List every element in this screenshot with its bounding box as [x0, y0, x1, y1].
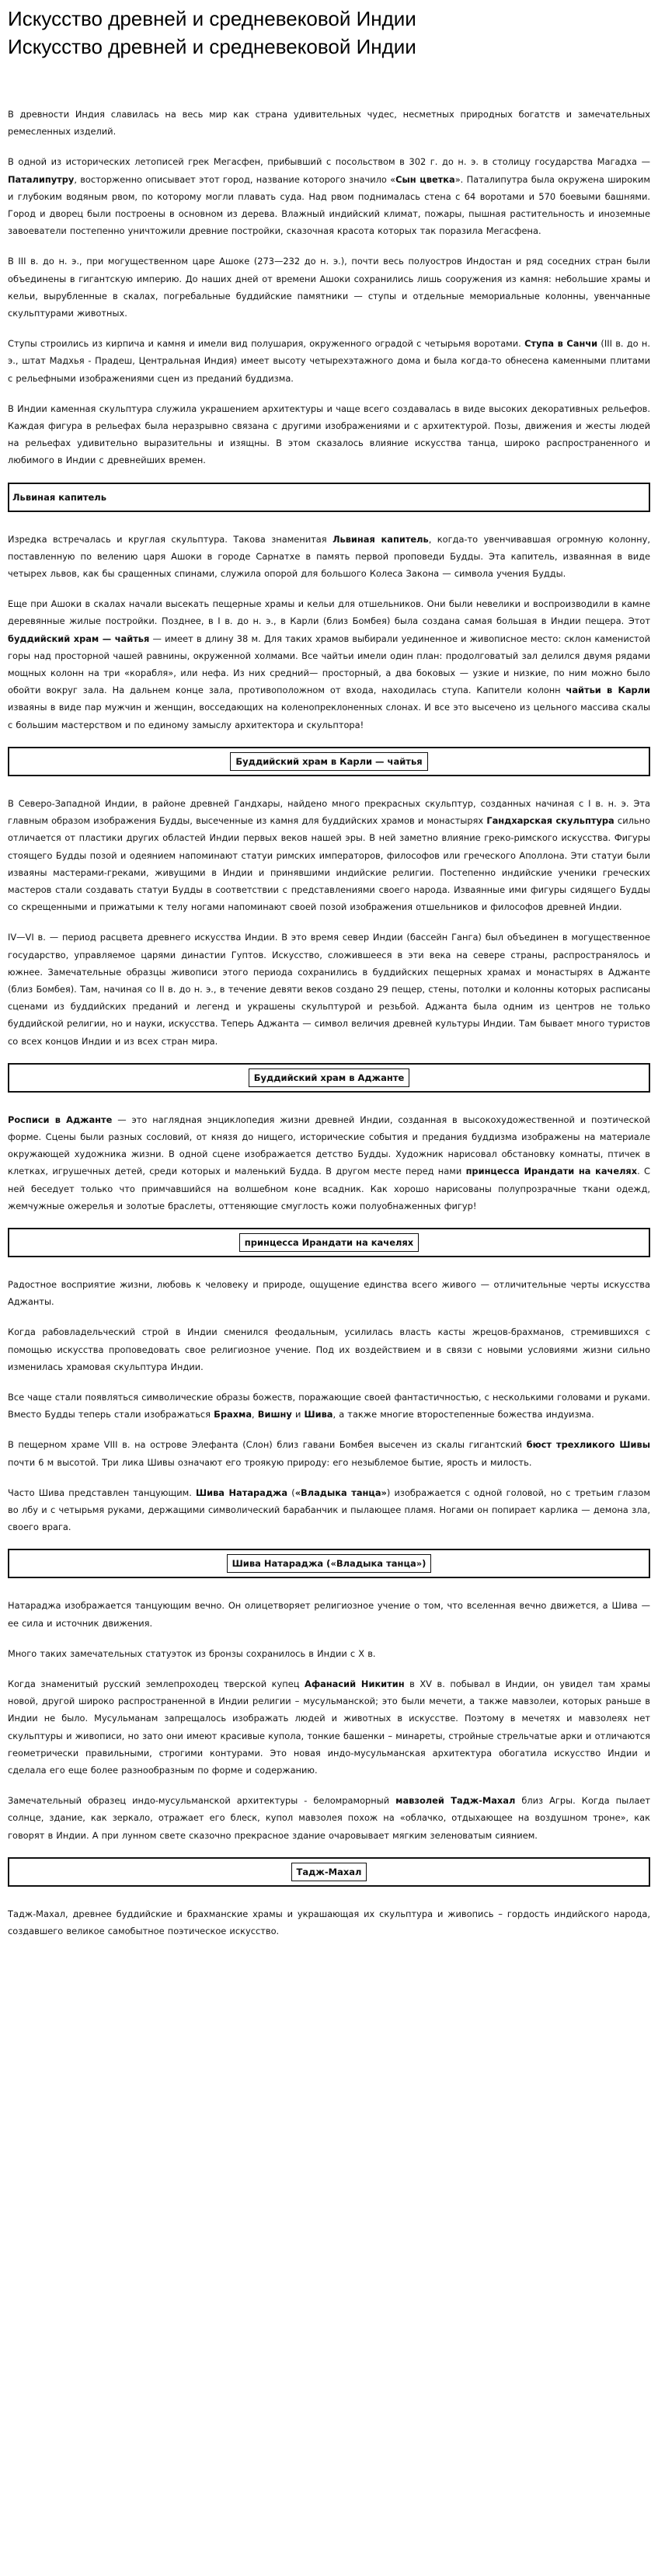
text-run: Замечательный образец индо-мусульманской архитектуры - беломраморный — [8, 1795, 396, 1807]
paragraph — [8, 253, 650, 322]
image-caption: Буддийский храм в Карли — чайтья — [230, 752, 427, 771]
text-run: В древности Индия славилась на весь мир как страна удивительных чудес, несметных природных богатств и замечательных ремесленных изделий. — [8, 109, 650, 138]
bold-term: Гандхарская скульптура — [486, 815, 614, 827]
text-run: ». Паталипутра была окружена широким и глубоким водяным рвом, по которому могли плавать суда. Над рвом поднималась стена с 64 воротами и 570 боевыми башнями. Город и дворец были построены в основном из дерева. Влажный индийский климат, пожары, пышная растительность и иноземные завоеватели постепенно уничтожили древние постройки, сказочная красота которых так поразила Мегасфена. — [8, 173, 650, 237]
text-run: ) изображается с одной головой, но с третьим глазом во лбу и с четырьмя руками, держащими символический барабанчик и пылающее пламя. Ногами он попирает карлика — демона зла, своего врага. — [8, 1487, 650, 1533]
bold-term: Афанасий Никитин — [305, 1678, 405, 1689]
text-run: В пещерном храме VIII в. на острове Элефанта (Слон) близ гавани Бомбея высечен из скалы гигантский — [8, 1439, 527, 1451]
text-run: Когда рабовладельческий строй в Индии сменился феодальным, усилилась власть касты жрецов-брахманов, стремившихся с помощью искусства проповедовать свое религиозное учение. Под их воздействием и в связи с новыми условиями жизни сильно изменилась храмовая скульптура Индии. — [8, 1326, 650, 1372]
text-run: Ступы строились из кирпича и камня и имели вид полушария, окруженного оградой с четырьмя воротами. — [8, 338, 525, 350]
paragraph — [8, 106, 650, 140]
bold-term: Шива Натараджа — [196, 1487, 288, 1498]
text-run: , когда-то увенчивавшая огромную колонну, поставленную по велению царя Ашоки в городе Сарнатхе в память первой проповеди Будды. Эта капитель, изваянная в виде четырех львов, как бы сращенных спинами, служила опорой для большого Колеса Закона — символа учения Будды. — [8, 533, 650, 580]
text-run: и — [291, 1409, 305, 1420]
paragraph — [8, 1675, 650, 1779]
paragraph — [8, 1597, 650, 1631]
bold-term: «Владыка танца» — [294, 1487, 387, 1498]
text-run: Радостное восприятие жизни, любовь к человеку и природе, ощущение единства всего живого — отличительные черты искусства Аджанты. — [8, 1278, 650, 1308]
image-placeholder-frame — [8, 1063, 650, 1093]
text-run: Много таких замечательных статуэток из бронзы сохранилось в Индии с X в. — [8, 1647, 376, 1659]
bold-term: буддийский храм — чайтья — [8, 633, 150, 644]
bold-term: Росписи в Аджанте — [8, 1114, 113, 1125]
bold-term: Вишну — [257, 1409, 292, 1420]
paragraph — [8, 1111, 650, 1215]
text-run: Все чаще стали появляться символические образы божеств, поражающие своей фантастичностью, с несколькими головами и руками. Вместо Будды теперь стали изображаться — [8, 1391, 650, 1420]
paragraph — [8, 335, 650, 387]
page-title: Искусство древней и средневековой Индии Искусство древней и средневековой Индии — [8, 7, 416, 58]
image-caption: Шива Натараджа («Владыка танца») — [227, 1554, 432, 1573]
text-run: В Северо-Западной Индии, в районе древней Гандхары, найдено много прекрасных скульптур, созданных начиная с I в. н. э. Эта главным образом изображения Будды, высеченные из камня для буддийских храмов и монастырях — [8, 797, 650, 827]
text-run: . С ней беседует только что примчавшийся на волшебном коне всадник. Как хорошо нарисованы полупрозрачные ткани одежд, жемчужные ожерелья и золотые браслеты, оттеняющие смуглость кожи полуобнаженных фигур! — [8, 1166, 650, 1211]
text-run: , восторженно описывает этот город, название которого значило « — [74, 173, 396, 185]
bold-term: Брахма — [214, 1409, 252, 1420]
paragraph — [8, 1323, 650, 1375]
text-run: IV—VI в. — период расцвета древнего искусства Индии. В это время север Индии (бассейн Ганга) был объединен в могущественное государство, управляемое царями династии Гуптов. Искусство, сложившееся в эти века на севере страны, распространялось и южнее. Замечательные образцы живописи этого периода сохранились в буддийских пещерных храмах и монастырях в Аджанте (близ Бомбея). Там, начиная со II в. до н. э., в течение девяти веков создано 29 пещер, стены, потолки и колонны которых расписаны сценами из буддийских преданий и легенд и украшены скульптурой и резьбой. Аджанта была одним из центров не только буддийской религии, но и науки, искусства. Теперь Аджанта — символ величия древней культуры Индии. Там бывает много туристов со всех концов Индии и из всех стран мира. — [8, 932, 650, 1047]
image-placeholder-frame — [8, 483, 650, 512]
paragraph — [8, 1645, 650, 1662]
article-body — [8, 106, 650, 1940]
text-run: ( — [287, 1487, 295, 1498]
text-run: В Индии каменная скульптура служила украшением архитектуры и чаще всего создавалась в виде высоких декоративных рельефов. Каждая фигура в рельефах была неразрывно связана с другими изображениями и с архитектурой. Позы, движения и жесты людей на рельефах удивительно выразительны и изящны. В этом сказалось влияние искусства танца, широко распространенного и любимого в Индии с древнейших времен. — [8, 403, 650, 466]
text-run: — это наглядная энциклопедия жизни древней Индии, созданная в высокохудожественной и поэтической форме. Сцены были разных сословий, от князя до нищего, исторические события и предания буддизма изображены на материале окружающей художника жизни. В одной сцене изображается детство Будды. Художник нарисовал обстановку комнаты, птичек в клетках, игрушечных детей, среди которых и маленький Будда. В другом месте перед нами — [8, 1114, 650, 1177]
bold-term: Шива — [304, 1409, 333, 1420]
text-run: изваяны в виде пар мужчин и женщин, восседающих на коленопреклоненных слонах. И все это высечено из цельного массива скалы с большим мастерством и по единому замыслу архитектора и скульптора! — [8, 702, 650, 730]
text-run: , а также многие второстепенные божества индуизма. — [332, 1409, 594, 1420]
text-run: Когда знаменитый русский землепроходец тверской купец — [8, 1678, 305, 1689]
image-caption: Буддийский храм в Аджанте — [249, 1068, 410, 1087]
image-caption: Тадж-Махал — [291, 1863, 367, 1881]
text-run: , — [252, 1409, 258, 1420]
text-run: близ Агры. Когда пылает солнце, здание, как зеркало, отражает его блеск, купол мавзолея похож на «облачко, отдыхающее на воздушном троне», как говорят в Индии. А при лунном свете сказочно прекрасное здание очаровывает мягким зеленоватым сиянием. — [8, 1795, 650, 1841]
text-run: — имеет в длину 38 м. Для таких храмов выбирали уединенное и живописное место: склон каменистой горы над просторной чашей равнины, окруженной холмами. Все чайтьи имели один план: продолговатый зал делился двумя рядами мощных колонн на три «корабля», или нефа. Из них средний— просторный, а два боковых — узкие и низкие, по ним можно было обойти вокруг зала. На дальнем конце зала, противоположном от входа, находилась ступа. Капители колонн — [8, 633, 650, 696]
text-run: Натараджа изображается танцующим вечно. Он олицетворяет религиозное учение о том, что вселенная вечно движется, а Шива — ее сила и источник движения. — [8, 1600, 650, 1629]
image-placeholder-frame — [8, 747, 650, 776]
text-run: Еще при Ашоки в скалах начали высекать пещерные храмы и кельи для отшельников. Они были невелики и воспроизводили в камне деревянные жилые постройки. Позднее, в I в. до н. э., в Карли (близ Бомбея) была создана самая большая в Индии пещера. Этот — [8, 598, 650, 627]
text-run: В III в. до н. э., при могущественном царе Ашоке (273—232 до н. э.), почти весь полуостров Индостан и ряд соседних стран были объединены в гигантскую империю. До наших дней от времени Ашоки сохранились лишь сооружения из камня: небольшие храмы и кельи, вырубленные в скалах, погребальные буддийские памятники — ступы и отдельные мемориальные колонны, увенчанные скульптурами животных. — [8, 256, 650, 319]
text-run: Изредка встречалась и круглая скульптура. Такова знаменитая — [8, 533, 333, 545]
paragraph — [8, 531, 650, 583]
paragraph — [8, 400, 650, 469]
image-placeholder-frame — [8, 1228, 650, 1257]
text-run: Часто Шива представлен танцующим. — [8, 1487, 197, 1498]
text-run: (III в. до н. э., штат Мадхья - Прадеш, Центральная Индия) имеет высоту четырехэтажного дома и была когда-то обнесена каменными плитами с рельефными изображениями сцен из преданий буддизма. — [8, 338, 650, 384]
image-caption: Львиная капитель — [12, 491, 106, 503]
bold-term: чайтьи в Карли — [566, 685, 650, 696]
text-run: почти 6 м высотой. Три лика Шивы означают его троякую природу: его незыблемое бытие, ярость и милость. — [8, 1456, 532, 1468]
text-run: Тадж-Махал, древнее буддийские и брахманские храмы и украшающая их скульптура и живопись – гордость индийского народа, создавшего великое самобытное поэтическое искусство. — [8, 1908, 650, 1937]
paragraph — [8, 929, 650, 1049]
paragraph — [8, 1792, 650, 1844]
paragraph — [8, 1484, 650, 1536]
paragraph — [8, 1389, 650, 1423]
text-run: в XV в. побывал в Индии, он увидел там храмы новой, другой широко распространенной в Индии религии – мусульманской; это были мечети, а также мавзолеи, которых раньше в Индии не было. Мусульманам запрещалось изображать людей и животных в искусстве. Поэтому в мечетях и мавзолеях нет скульптуры и живописи, но зато они имеют красивые купола, тонкие башенки – минареты, стройные стрельчатые арки и отличаются геометрически правильными, строгими контурами. Это новая индо-мусульманская архитектура обогатила искусство Индии и сделала его еще более разнообразным по форме и содержанию. — [8, 1678, 650, 1776]
bold-term: Паталипутру — [8, 173, 75, 185]
image-caption: принцесса Ирандати на качелях — [239, 1233, 419, 1252]
text-run: В одной из исторических летописей грек Мегасфен, прибывший с посольством в 302 г. до н. э. в столицу государства Магадха — — [8, 156, 650, 168]
bold-term: Ступа в Санчи — [524, 338, 598, 350]
image-placeholder-frame — [8, 1857, 650, 1887]
paragraph — [8, 595, 650, 734]
paragraph — [8, 795, 650, 915]
paragraph — [8, 153, 650, 239]
bold-term: принцесса Ирандати на качелях — [465, 1166, 638, 1177]
paragraph — [8, 1436, 650, 1470]
bold-term: Львиная капитель — [332, 533, 429, 545]
bold-term: бюст трехликого Шивы — [526, 1439, 650, 1451]
bold-term: мавзолей Тадж-Махал — [395, 1795, 516, 1807]
text-run: сильно отличается от пластики других областей Индии первых веков нашей эры. В ней заметно влияние греко-римского искусства. Фигуры стоящего Будды позой и одеянием напоминают статуи римских императоров, философов или греческого Аполлона. Эти статуи были изваяны мастерами-греками, живущими в Индии и принявшими индийские религии. Постепенно индийские ученики греческих мастеров стали создавать статуи Будды в соответствии с представлениями своего народа. Изваянные ими фигуры сидящего Будды со скрещенными и прижатыми к телу ногами напоминают своей позой изображения отшельников и философов древней Индии. — [8, 815, 651, 913]
paragraph — [8, 1276, 650, 1310]
image-placeholder-frame — [8, 1549, 650, 1578]
paragraph — [8, 1905, 650, 1940]
bold-term: Сын цветка — [395, 173, 455, 185]
